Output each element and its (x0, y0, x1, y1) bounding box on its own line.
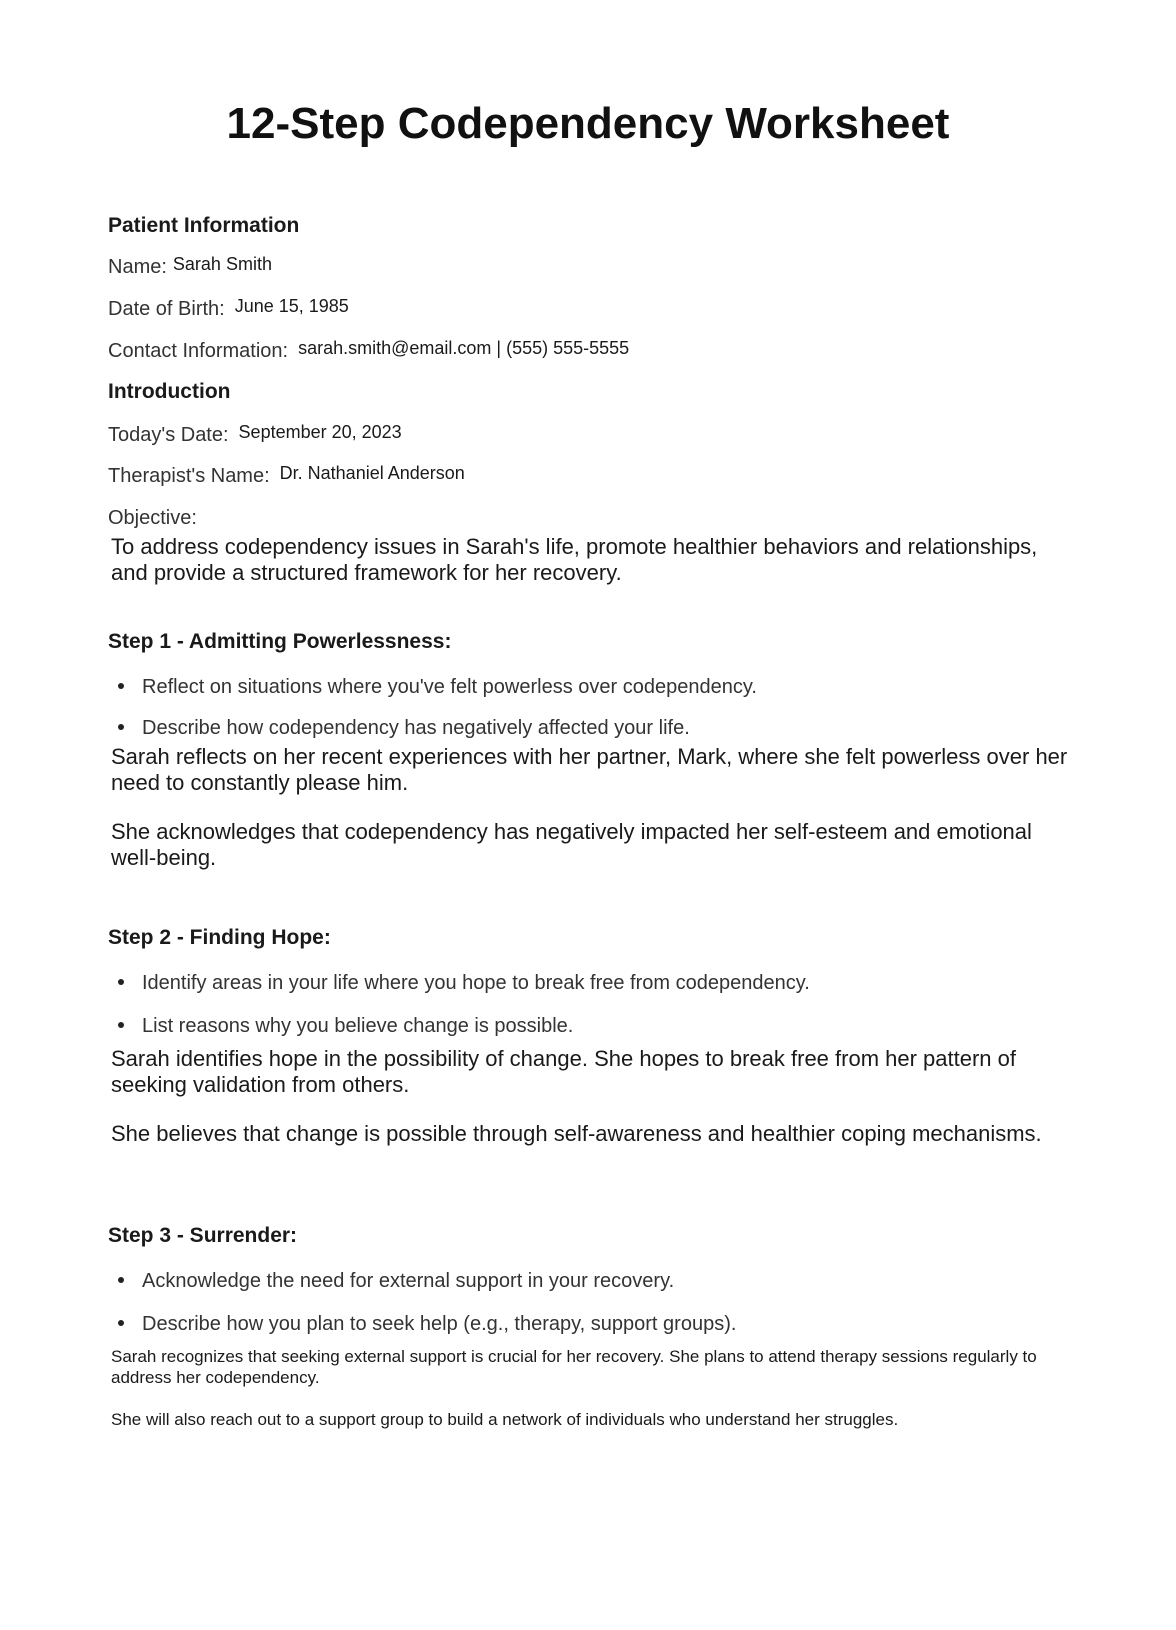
step2-bullet-1 (118, 972, 810, 995)
step3-paragraph-1: Sarah recognizes that seeking external support is crucial for her recovery. She plans to attend therapy sessions regularly to address her codependency. (111, 1347, 1037, 1387)
page-title: 12-Step Codependency Worksheet (226, 99, 950, 148)
step3-bullet-text: Describe how you plan to seek help (e.g., therapy, support groups). (142, 1313, 737, 1335)
bullet-dot-icon (118, 1277, 124, 1283)
step2-heading: Step 2 - Finding Hope: (108, 926, 331, 949)
patient-info-heading: Patient Information (108, 214, 300, 237)
bullet-dot-icon (118, 683, 124, 689)
todays-date-label: Today's Date: (108, 424, 229, 446)
therapist-label: Therapist's Name: (108, 465, 270, 487)
step1-bullet-text: Reflect on situations where you've felt powerless over codependency. (142, 676, 757, 698)
step3-bullet-1 (118, 1270, 674, 1293)
step3-heading: Step 3 - Surrender: (108, 1224, 298, 1247)
dob-field (108, 298, 349, 321)
step3-paragraph-2: She will also reach out to a support group to build a network of individuals who understand her struggles. (111, 1410, 899, 1429)
step2-paragraph-2: She believes that change is possible through self-awareness and healthier coping mechanisms. (111, 1121, 1042, 1146)
therapist-value: Dr. Nathaniel Anderson (279, 463, 465, 483)
name-field (108, 256, 272, 279)
bullet-dot-icon (118, 724, 124, 730)
introduction-heading: Introduction (108, 380, 231, 403)
contact-value: sarah.smith@email.com | (555) 555-5555 (298, 338, 630, 358)
name-value: Sarah Smith (172, 254, 272, 274)
objective-text: To address codependency issues in Sarah's life, promote healthier behaviors and relationships, and provide a structured framework for her recovery. (111, 534, 1038, 585)
todays-date-value: September 20, 2023 (238, 422, 402, 442)
name-label: Name: (108, 256, 167, 278)
bullet-dot-icon (118, 1022, 124, 1028)
step3-bullet-text: Acknowledge the need for external support in your recovery. (142, 1270, 675, 1292)
dob-value: June 15, 1985 (234, 296, 349, 316)
step3-bullet-2 (118, 1313, 736, 1336)
todays-date-field (108, 424, 402, 447)
step1-paragraph-2: She acknowledges that codependency has negatively impacted her self-esteem and emotional well-being. (111, 819, 1032, 870)
step1-heading: Step 1 - Admitting Powerlessness: (108, 630, 452, 653)
step1-paragraph-1: Sarah reflects on her recent experiences with her partner, Mark, where she felt powerless over her need to constantly please him. (111, 744, 1068, 795)
step2-bullet-2 (118, 1015, 573, 1038)
contact-label: Contact Information: (108, 340, 289, 362)
step2-paragraph-1: Sarah identifies hope in the possibility of change. She hopes to break free from her pattern of seeking validation from others. (111, 1046, 1016, 1097)
bullet-dot-icon (118, 979, 124, 985)
objective-label: Objective: (108, 507, 197, 529)
therapist-field (108, 465, 465, 488)
contact-field (108, 340, 629, 363)
step2-bullet-text: Identify areas in your life where you hope to break free from codependency. (142, 972, 810, 994)
dob-label: Date of Birth: (108, 298, 225, 320)
step2-bullet-text: List reasons why you believe change is possible. (142, 1015, 574, 1037)
step1-bullet-text: Describe how codependency has negatively affected your life. (142, 717, 690, 739)
step1-bullet-2 (118, 717, 690, 740)
step1-bullet-1 (118, 676, 757, 699)
bullet-dot-icon (118, 1320, 124, 1326)
